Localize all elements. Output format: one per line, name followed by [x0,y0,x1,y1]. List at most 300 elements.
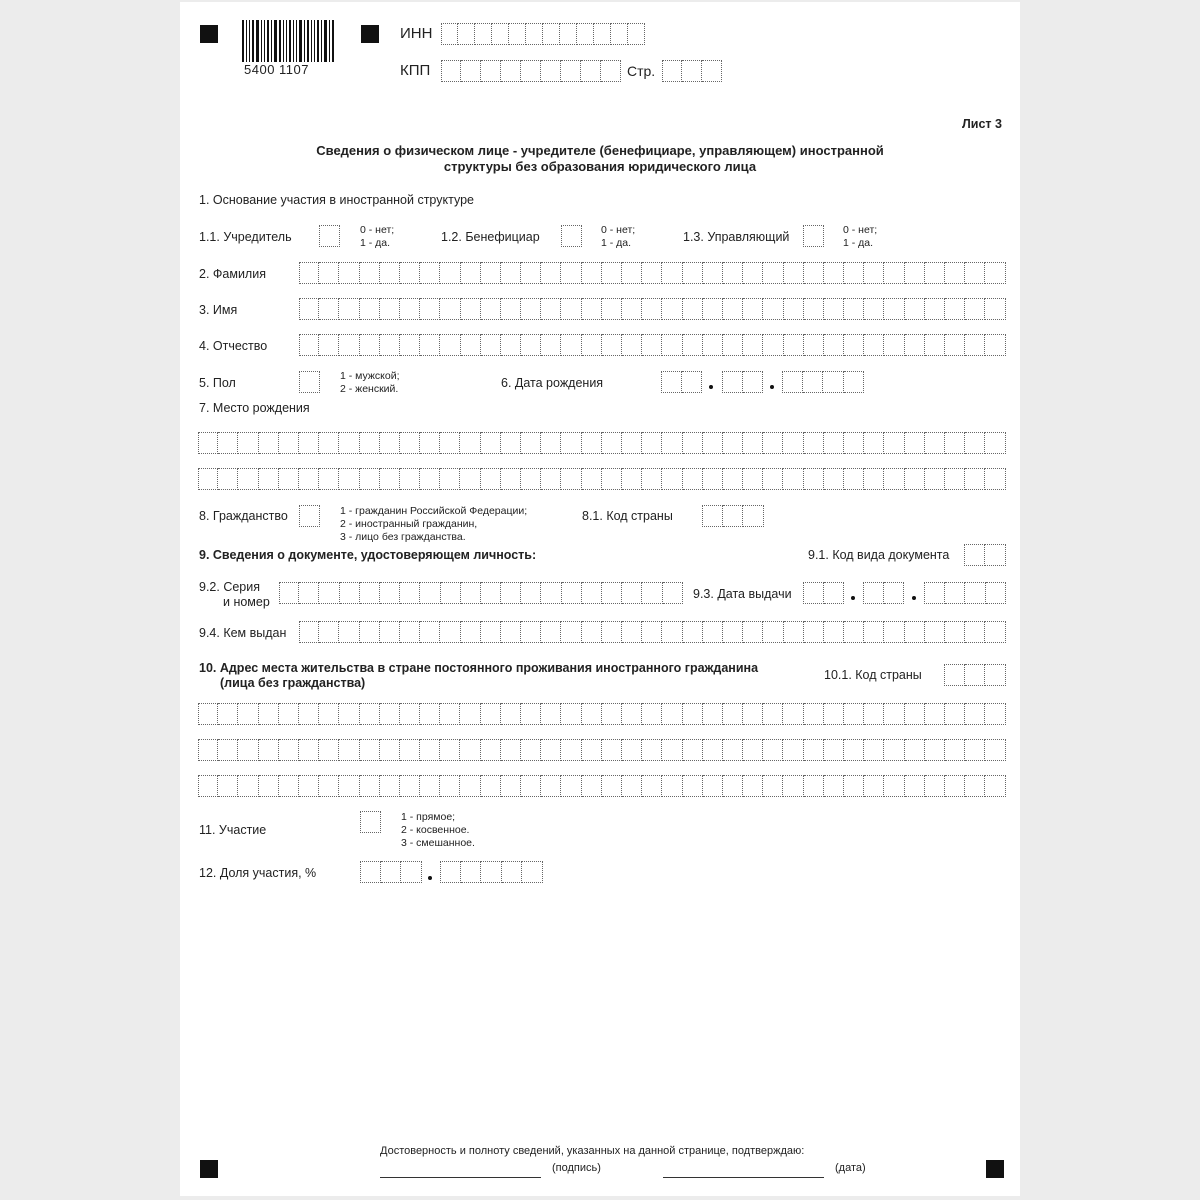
char-cell[interactable] [561,298,581,320]
char-cell[interactable] [521,334,541,356]
char-cell[interactable] [924,582,945,604]
char-cell[interactable] [824,621,844,643]
char-cell[interactable] [360,739,380,761]
char-cell[interactable] [884,468,904,490]
char-cell[interactable] [521,60,541,82]
char-cell[interactable] [824,775,844,797]
char-cell[interactable] [683,703,703,725]
char-cell[interactable] [521,739,541,761]
char-cell[interactable] [622,432,642,454]
char-cell[interactable] [824,468,844,490]
char-cell[interactable] [461,298,481,320]
char-cell[interactable] [420,703,440,725]
char-cell[interactable] [299,298,319,320]
char-cell[interactable] [521,298,541,320]
participation-input[interactable] [360,811,381,833]
char-cell[interactable] [986,582,1007,604]
document-type-code-input[interactable] [964,544,1006,566]
char-cell[interactable] [803,225,824,247]
char-cell[interactable] [380,582,400,604]
char-cell[interactable] [925,703,945,725]
char-cell[interactable] [521,262,541,284]
char-cell[interactable] [884,621,904,643]
char-cell[interactable] [475,23,492,45]
char-cell[interactable] [723,739,743,761]
char-cell[interactable] [864,468,884,490]
char-cell[interactable] [622,262,642,284]
char-cell[interactable] [509,23,526,45]
char-cell[interactable] [360,703,380,725]
char-cell[interactable] [804,298,824,320]
inn-input[interactable] [441,23,645,45]
char-cell[interactable] [662,703,682,725]
char-cell[interactable] [945,334,965,356]
char-cell[interactable] [481,621,501,643]
char-cell[interactable] [380,298,400,320]
char-cell[interactable] [844,334,864,356]
char-cell[interactable] [964,544,985,566]
char-cell[interactable] [460,468,480,490]
share-integer-input[interactable] [360,861,422,883]
char-cell[interactable] [562,582,582,604]
char-cell[interactable] [763,468,783,490]
char-cell[interactable] [259,703,279,725]
char-cell[interactable] [743,432,763,454]
char-cell[interactable] [844,432,864,454]
char-cell[interactable] [683,298,703,320]
char-cell[interactable] [782,371,803,393]
char-cell[interactable] [502,861,523,883]
char-cell[interactable] [702,60,722,82]
char-cell[interactable] [420,775,440,797]
char-cell[interactable] [945,262,965,284]
char-cell[interactable] [259,468,279,490]
char-cell[interactable] [743,468,763,490]
patronymic-input[interactable] [299,334,1006,356]
char-cell[interactable] [481,60,501,82]
char-cell[interactable] [440,432,460,454]
char-cell[interactable] [561,432,581,454]
char-cell[interactable] [541,703,561,725]
char-cell[interactable] [279,775,299,797]
char-cell[interactable] [683,621,703,643]
char-cell[interactable] [965,703,985,725]
char-cell[interactable] [743,621,763,643]
issue-month-input[interactable] [863,582,904,604]
char-cell[interactable] [985,334,1005,356]
char-cell[interactable] [783,432,803,454]
char-cell[interactable] [723,621,743,643]
char-cell[interactable] [521,468,541,490]
char-cell[interactable] [784,621,804,643]
citizenship-input[interactable] [299,505,320,527]
char-cell[interactable] [864,432,884,454]
char-cell[interactable] [703,775,723,797]
char-cell[interactable] [783,739,803,761]
birthplace-input-line1[interactable] [198,432,1006,454]
char-cell[interactable] [420,432,440,454]
char-cell[interactable] [602,703,622,725]
char-cell[interactable] [319,468,339,490]
char-cell[interactable] [905,298,925,320]
char-cell[interactable] [662,432,682,454]
char-cell[interactable] [461,262,481,284]
char-cell[interactable] [380,621,400,643]
char-cell[interactable] [642,703,662,725]
char-cell[interactable] [743,505,764,527]
char-cell[interactable] [824,703,844,725]
char-cell[interactable] [945,703,965,725]
char-cell[interactable] [763,262,783,284]
char-cell[interactable] [360,861,381,883]
issue-day-input[interactable] [803,582,844,604]
char-cell[interactable] [985,544,1006,566]
char-cell[interactable] [783,775,803,797]
char-cell[interactable] [622,775,642,797]
char-cell[interactable] [602,298,622,320]
char-cell[interactable] [492,23,509,45]
char-cell[interactable] [460,775,480,797]
char-cell[interactable] [198,703,218,725]
char-cell[interactable] [905,739,925,761]
char-cell[interactable] [521,775,541,797]
char-cell[interactable] [441,60,461,82]
char-cell[interactable] [561,775,581,797]
char-cell[interactable] [743,739,763,761]
char-cell[interactable] [218,739,238,761]
char-cell[interactable] [965,739,985,761]
char-cell[interactable] [703,739,723,761]
char-cell[interactable] [884,298,904,320]
char-cell[interactable] [602,739,622,761]
char-cell[interactable] [381,861,402,883]
char-cell[interactable] [884,775,904,797]
char-cell[interactable] [763,432,783,454]
char-cell[interactable] [945,582,966,604]
char-cell[interactable] [602,334,622,356]
char-cell[interactable] [683,468,703,490]
char-cell[interactable] [683,739,703,761]
char-cell[interactable] [864,262,884,284]
char-cell[interactable] [481,703,501,725]
page-number-input[interactable] [662,60,722,82]
char-cell[interactable] [703,298,723,320]
char-cell[interactable] [360,334,380,356]
char-cell[interactable] [380,775,400,797]
char-cell[interactable] [400,775,420,797]
char-cell[interactable] [582,775,602,797]
char-cell[interactable] [360,298,380,320]
beneficiary-input[interactable] [561,225,582,247]
char-cell[interactable] [844,262,864,284]
char-cell[interactable] [461,582,481,604]
char-cell[interactable] [905,432,925,454]
char-cell[interactable] [784,334,804,356]
char-cell[interactable] [965,468,985,490]
char-cell[interactable] [440,861,461,883]
char-cell[interactable] [521,621,541,643]
char-cell[interactable] [526,23,543,45]
char-cell[interactable] [723,703,743,725]
char-cell[interactable] [461,861,482,883]
residence-country-code-input[interactable] [944,664,1006,686]
char-cell[interactable] [218,775,238,797]
char-cell[interactable] [864,298,884,320]
char-cell[interactable] [844,703,864,725]
char-cell[interactable] [299,468,319,490]
char-cell[interactable] [582,298,602,320]
char-cell[interactable] [420,739,440,761]
issued-by-input[interactable] [299,621,1006,643]
char-cell[interactable] [461,621,481,643]
char-cell[interactable] [905,621,925,643]
char-cell[interactable] [339,262,359,284]
char-cell[interactable] [380,703,400,725]
char-cell[interactable] [440,262,460,284]
char-cell[interactable] [319,739,339,761]
char-cell[interactable] [420,298,440,320]
char-cell[interactable] [602,621,622,643]
birth-day-input[interactable] [661,371,702,393]
address-input-line2[interactable] [198,739,1006,761]
char-cell[interactable] [683,432,703,454]
char-cell[interactable] [380,432,400,454]
char-cell[interactable] [582,334,602,356]
address-input-line1[interactable] [198,703,1006,725]
char-cell[interactable] [945,432,965,454]
char-cell[interactable] [501,703,521,725]
char-cell[interactable] [985,262,1005,284]
char-cell[interactable] [905,262,925,284]
char-cell[interactable] [985,739,1005,761]
char-cell[interactable] [804,703,824,725]
char-cell[interactable] [985,664,1006,686]
char-cell[interactable] [481,298,501,320]
char-cell[interactable] [945,298,965,320]
char-cell[interactable] [299,371,320,393]
char-cell[interactable] [319,432,339,454]
char-cell[interactable] [501,432,521,454]
char-cell[interactable] [703,468,723,490]
char-cell[interactable] [279,468,299,490]
char-cell[interactable] [642,468,662,490]
char-cell[interactable] [602,262,622,284]
birthplace-input-line2[interactable] [198,468,1006,490]
char-cell[interactable] [458,23,475,45]
char-cell[interactable] [905,775,925,797]
char-cell[interactable] [663,582,683,604]
char-cell[interactable] [481,468,501,490]
char-cell[interactable] [944,664,965,686]
char-cell[interactable] [642,621,662,643]
char-cell[interactable] [420,262,440,284]
char-cell[interactable] [925,621,945,643]
char-cell[interactable] [401,861,422,883]
char-cell[interactable] [804,334,824,356]
char-cell[interactable] [543,23,560,45]
char-cell[interactable] [541,468,561,490]
char-cell[interactable] [360,621,380,643]
char-cell[interactable] [804,775,824,797]
char-cell[interactable] [662,298,682,320]
first-name-input[interactable] [299,298,1006,320]
char-cell[interactable] [339,739,359,761]
char-cell[interactable] [763,775,783,797]
char-cell[interactable] [925,432,945,454]
char-cell[interactable] [763,298,783,320]
char-cell[interactable] [420,621,440,643]
char-cell[interactable] [594,23,611,45]
address-input-line3[interactable] [198,775,1006,797]
char-cell[interactable] [683,775,703,797]
char-cell[interactable] [601,60,621,82]
char-cell[interactable] [582,262,602,284]
char-cell[interactable] [501,739,521,761]
char-cell[interactable] [521,582,541,604]
char-cell[interactable] [360,432,380,454]
char-cell[interactable] [622,703,642,725]
char-cell[interactable] [481,432,501,454]
char-cell[interactable] [218,432,238,454]
char-cell[interactable] [541,582,561,604]
char-cell[interactable] [319,262,339,284]
char-cell[interactable] [541,432,561,454]
char-cell[interactable] [481,582,501,604]
sex-input[interactable] [299,371,320,393]
char-cell[interactable] [824,334,844,356]
char-cell[interactable] [723,775,743,797]
char-cell[interactable] [844,468,864,490]
char-cell[interactable] [642,262,662,284]
char-cell[interactable] [299,334,319,356]
char-cell[interactable] [965,262,985,284]
char-cell[interactable] [884,582,905,604]
char-cell[interactable] [824,582,845,604]
char-cell[interactable] [259,775,279,797]
char-cell[interactable] [339,775,359,797]
char-cell[interactable] [400,432,420,454]
char-cell[interactable] [319,703,339,725]
signature-line[interactable] [380,1177,541,1178]
char-cell[interactable] [803,371,824,393]
char-cell[interactable] [622,298,642,320]
char-cell[interactable] [965,298,985,320]
char-cell[interactable] [743,298,763,320]
char-cell[interactable] [501,262,521,284]
char-cell[interactable] [481,739,501,761]
char-cell[interactable] [823,371,844,393]
char-cell[interactable] [360,582,380,604]
char-cell[interactable] [662,334,682,356]
char-cell[interactable] [460,432,480,454]
char-cell[interactable] [299,739,319,761]
char-cell[interactable] [743,334,763,356]
char-cell[interactable] [642,775,662,797]
char-cell[interactable] [784,298,804,320]
char-cell[interactable] [824,739,844,761]
char-cell[interactable] [561,739,581,761]
char-cell[interactable] [541,60,561,82]
char-cell[interactable] [965,621,985,643]
char-cell[interactable] [763,703,783,725]
char-cell[interactable] [581,60,601,82]
char-cell[interactable] [884,334,904,356]
char-cell[interactable] [884,432,904,454]
char-cell[interactable] [884,703,904,725]
char-cell[interactable] [723,432,743,454]
char-cell[interactable] [319,334,339,356]
char-cell[interactable] [945,739,965,761]
char-cell[interactable] [198,432,218,454]
char-cell[interactable] [339,468,359,490]
char-cell[interactable] [582,432,602,454]
char-cell[interactable] [622,621,642,643]
char-cell[interactable] [420,582,440,604]
manager-input[interactable] [803,225,824,247]
char-cell[interactable] [360,468,380,490]
char-cell[interactable] [662,739,682,761]
char-cell[interactable] [602,775,622,797]
char-cell[interactable] [441,23,458,45]
char-cell[interactable] [683,262,703,284]
char-cell[interactable] [622,582,642,604]
char-cell[interactable] [661,371,682,393]
birth-year-input[interactable] [782,371,864,393]
char-cell[interactable] [582,582,602,604]
char-cell[interactable] [824,432,844,454]
char-cell[interactable] [299,775,319,797]
char-cell[interactable] [864,703,884,725]
char-cell[interactable] [400,334,420,356]
char-cell[interactable] [662,60,682,82]
document-series-number-input[interactable] [279,582,683,604]
char-cell[interactable] [622,739,642,761]
char-cell[interactable] [965,334,985,356]
char-cell[interactable] [400,621,420,643]
char-cell[interactable] [985,703,1005,725]
char-cell[interactable] [279,703,299,725]
char-cell[interactable] [561,621,581,643]
char-cell[interactable] [319,775,339,797]
char-cell[interactable] [299,505,320,527]
char-cell[interactable] [380,262,400,284]
char-cell[interactable] [925,739,945,761]
char-cell[interactable] [905,334,925,356]
char-cell[interactable] [642,432,662,454]
char-cell[interactable] [238,432,258,454]
char-cell[interactable] [440,621,460,643]
char-cell[interactable] [521,703,541,725]
char-cell[interactable] [783,468,803,490]
char-cell[interactable] [723,468,743,490]
char-cell[interactable] [420,468,440,490]
char-cell[interactable] [360,811,381,833]
char-cell[interactable] [380,468,400,490]
char-cell[interactable] [541,262,561,284]
char-cell[interactable] [662,468,682,490]
char-cell[interactable] [541,775,561,797]
char-cell[interactable] [985,775,1005,797]
char-cell[interactable] [577,23,594,45]
char-cell[interactable] [522,861,543,883]
char-cell[interactable] [541,298,561,320]
char-cell[interactable] [360,775,380,797]
char-cell[interactable] [945,468,965,490]
char-cell[interactable] [481,262,501,284]
char-cell[interactable] [238,703,258,725]
char-cell[interactable] [804,468,824,490]
char-cell[interactable] [985,468,1005,490]
